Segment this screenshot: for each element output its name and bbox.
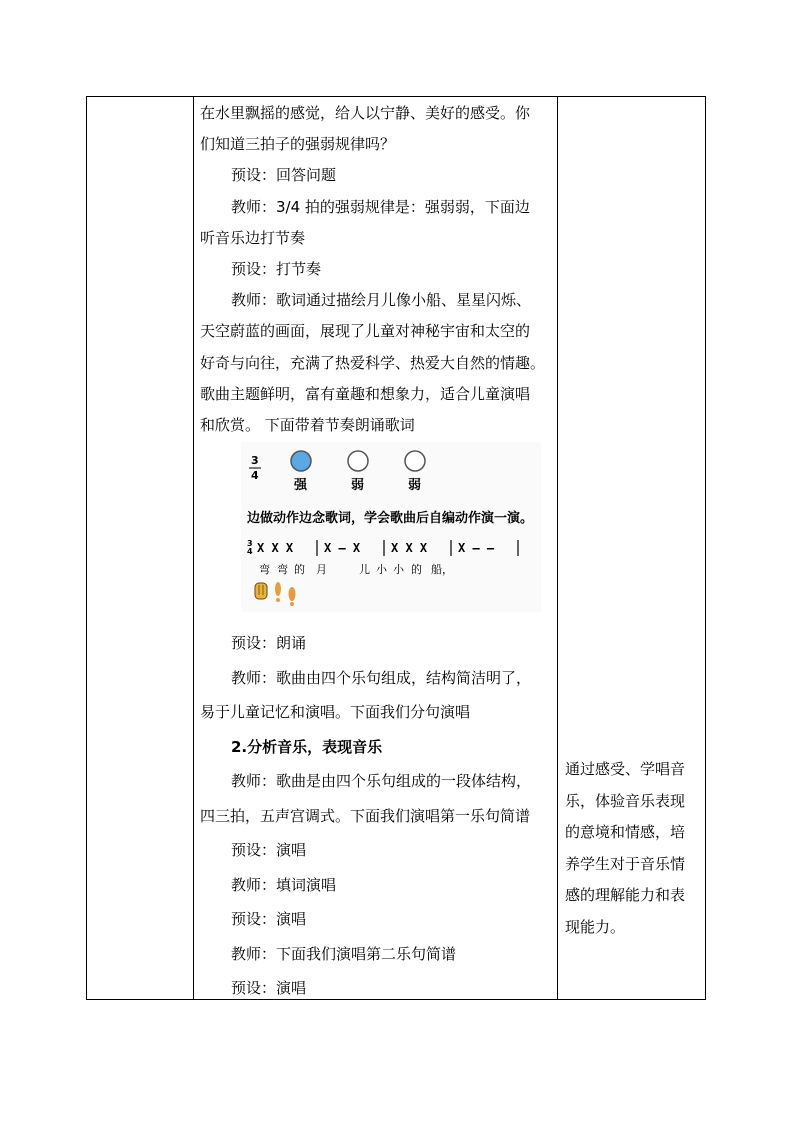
lyric-char: 小 — [376, 563, 387, 576]
column-divider — [557, 97, 558, 999]
tap-knee-icon — [275, 582, 281, 602]
text-line: 预设：演唱 — [231, 910, 307, 928]
lyric-char: 小 — [393, 563, 404, 576]
rhythm-group: X – X — [324, 541, 361, 555]
design-intent-line: 感的理解能力和表 — [565, 886, 686, 904]
time-signature-bottom: 4 — [251, 469, 259, 482]
lyric-char: 船， — [431, 563, 453, 576]
rhythm-group: X X X — [391, 541, 428, 555]
rhythm-group: X X X — [257, 541, 294, 555]
text-line: 教师：下面我们演唱第二乐句简谱 — [231, 944, 457, 963]
stamp-foot-icon — [289, 587, 296, 606]
text-line: 预设：演唱 — [231, 841, 307, 859]
text-line: 预设：打节奏 — [231, 260, 322, 278]
design-intent-line: 养学生对于音乐情 — [565, 854, 686, 873]
rhythm-diagram — [241, 442, 541, 612]
text-line: 听音乐边打节奏 — [200, 228, 306, 247]
lyric-char: 弯 — [277, 563, 288, 576]
text-line: 四三拍，五声宫调式。下面我们演唱第一乐句简谱 — [200, 806, 531, 825]
text-line: 教师：歌曲是由四个乐句组成的一段体结构， — [231, 772, 532, 790]
section-heading: 2.分析音乐，表现音乐 — [231, 737, 383, 756]
design-intent-line: 通过感受、学唱音 — [565, 760, 686, 778]
lesson-table — [86, 96, 706, 1000]
lyric-char: 的 — [411, 563, 422, 576]
text-line: 预设：演唱 — [231, 979, 307, 997]
column-divider — [193, 97, 194, 999]
text-line: 天空蔚蓝的画面，展现了儿童对神秘宇宙和太空的 — [200, 322, 531, 341]
text-line: 易于儿童记忆和演唱。下面我们分句演唱 — [200, 703, 471, 721]
time-signature-top: 3 — [251, 454, 259, 467]
rhythm-time-signature: 3 — [247, 539, 253, 548]
text-line: 教师：3/4 拍的强弱规律是：强弱弱，下面边 — [231, 197, 530, 216]
lyric-char: 儿 — [359, 563, 370, 576]
text-line: 教师：歌词通过描绘月儿像小船、星星闪烁、 — [231, 291, 532, 310]
lyric-char: 弯 — [259, 563, 270, 576]
text-line: 教师：歌曲由四个乐句组成，结构简洁明了， — [231, 668, 532, 687]
text-line: 歌曲主题鲜明，富有童趣和想象力，适合儿童演唱 — [200, 384, 531, 403]
text-line: 预设：朗诵 — [231, 634, 307, 652]
svg-text:4: 4 — [247, 547, 253, 556]
picture-instruction: 边做动作边念歌词，学会歌曲后自编动作演一演。 — [247, 511, 534, 526]
design-intent-line: 的意境和情感，培 — [565, 823, 686, 841]
design-intent-line: 乐，体验音乐表现 — [565, 791, 686, 810]
beat-label: 弱 — [351, 478, 365, 493]
lyric-char: 的 — [294, 563, 305, 576]
lyric-char: 月 — [316, 563, 327, 576]
design-intent-line: 现能力。 — [565, 917, 626, 936]
beat-label: 强 — [294, 478, 308, 493]
beat-circle — [405, 451, 425, 471]
rhythm-group: X – – — [458, 541, 495, 555]
text-line: 在水里飘摇的感觉，给人以宁静、美好的感受。你 — [200, 104, 531, 122]
beat-circle — [291, 451, 311, 471]
text-line: 和欣赏。 下面带着节奏朗诵歌词 — [200, 416, 415, 434]
rhythm-picture — [241, 442, 541, 612]
beat-label: 弱 — [408, 478, 422, 493]
beat-circle — [348, 451, 368, 471]
text-line: 教师：填词演唱 — [231, 875, 337, 894]
clap-hand-icon — [255, 583, 267, 599]
text-line: 预设：回答问题 — [231, 166, 337, 185]
text-line: 好奇与向往，充满了热爱科学、热爱大自然的情趣。 — [200, 353, 546, 372]
text-line: 们知道三拍子的强弱规律吗？ — [200, 135, 396, 154]
